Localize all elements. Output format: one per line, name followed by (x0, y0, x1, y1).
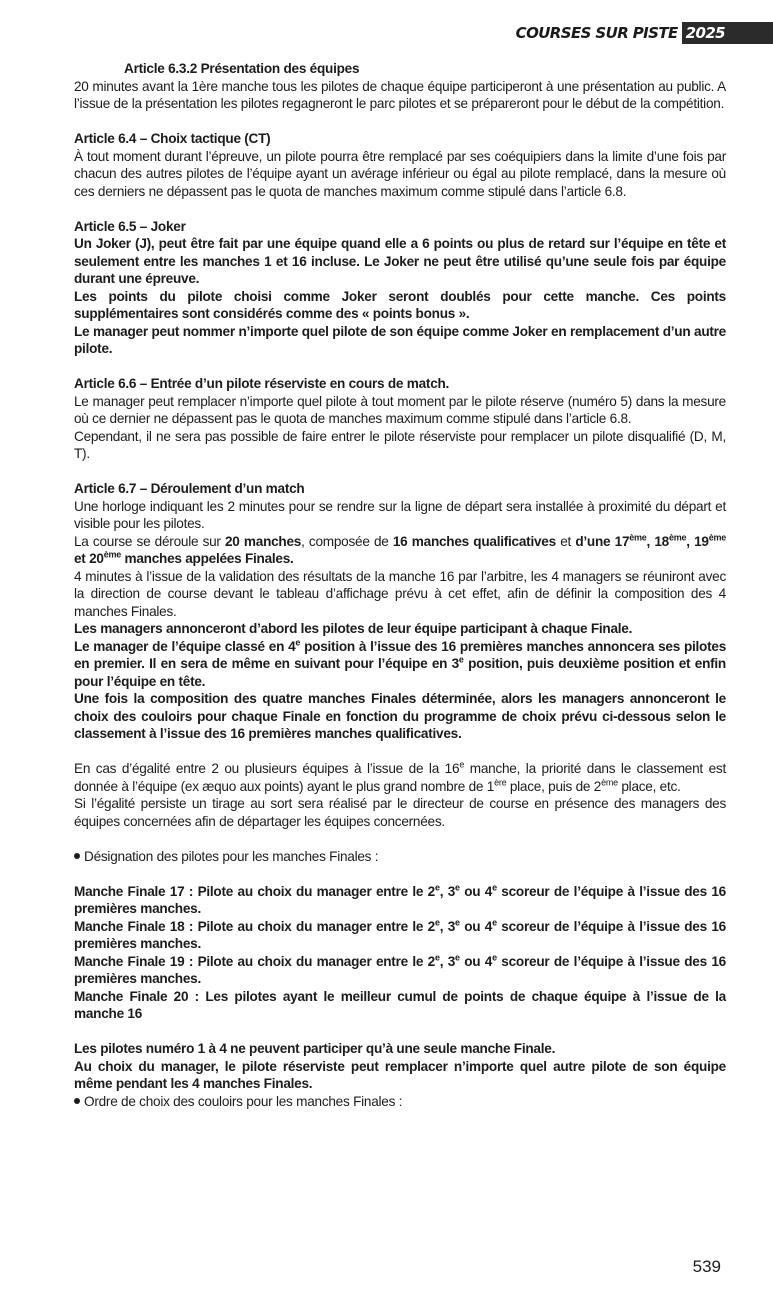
bullet-icon (74, 1098, 80, 1104)
paragraph-6-7-7: En cas d’égalité entre 2 ou plusieurs équipes à l’issue de la 16e manche, la priorité dans le classement est donnée à l’équipe (ex æquo aux points) ayant le plus grand nombre de 1ère place, puis de 2ème place, etc. (74, 759, 726, 794)
final-18: Manche Finale 18 : Pilote au choix du manager entre le 2e, 3e ou 4e scoreur de l’équipe à l’issue des 16 premières manches. (74, 916, 726, 951)
final-19: Manche Finale 19 : Pilote au choix du manager entre le 2e, 3e ou 4e scoreur de l’équipe à l’issue des 16 premières manches. (74, 951, 726, 986)
heading-6-4: Article 6.4 – Choix tactique (CT) (74, 131, 271, 146)
header-year: 2025 (682, 22, 773, 44)
header-title: COURSES SUR PISTE (515, 24, 678, 42)
paragraph-6-7-3: 4 minutes à l’issue de la validation des résultats de la manche 16 par l’arbitre, les 4 managers se réuniront avec la direction de course devant le tableau d’affichage prévu à cet effet, afin de définir la composition des 4 manches Finales. (74, 568, 726, 619)
paragraph-6-7-1: Une horloge indiquant les 2 minutes pour se rendre sur la ligne de départ sera installée à proximité du départ et visible pour les pilotes. (74, 498, 726, 531)
paragraph-6-7-2: La course se déroule sur 20 manches, composée de 16 manches qualificatives et d’une 17ème, 18ème, 19ème et 20ème manches appelées Finales. (74, 531, 726, 566)
paragraph-6-6-2: Cependant, il ne sera pas possible de faire entrer le pilote réserviste pour remplacer un pilote disqualifié (D, M, T). (74, 428, 726, 461)
heading-6-7: Article 6.7 – Déroulement d’un match (74, 481, 305, 496)
bullet-icon (74, 853, 80, 859)
paragraph-6-7-5: Le manager de l’équipe classé en 4e position à l’issue des 16 premières manches annoncera ses pilotes en premier. Il en sera de même en suivant pour l’équipe en 3e position, puis deuxième position et enfin pour l’équipe en tête. (74, 636, 727, 689)
document-body (74, 60, 726, 1110)
heading-6-6: Article 6.6 – Entrée d’un pilote réserviste en cours de match. (74, 376, 450, 391)
page-number: 539 (692, 1257, 721, 1276)
heading-6-5: Article 6.5 – Joker (74, 218, 186, 234)
heading-6-3-2: Article 6.3.2 Présentation des équipes (124, 61, 360, 76)
final-20: Manche Finale 20 : Les pilotes ayant le meilleur cumul de points de chaque équipe à l’issue de la manche 16 (74, 988, 726, 1021)
paragraph-6-3-2: 20 minutes avant la 1ère manche tous les pilotes de chaque équipe participeront à une présentation au public. A l’issue de la présentation les pilotes regagneront le parc pilotes et se prépareront pour le début de la compétition. (74, 78, 726, 111)
paragraph-6-5-1: Un Joker (J), peut être fait par une équipe quand elle a 6 points ou plus de retard sur l’équipe en tête et seulement entre les manches 1 et 16 incluse. Le Joker ne peut être utilisé qu’une seule fois par équipe durant une épreuve. (74, 236, 726, 286)
running-header (516, 22, 773, 44)
paragraph-6-7-9: Les pilotes numéro 1 à 4 ne peuvent participer qu’à une seule manche Finale. (74, 1041, 556, 1056)
paragraph-6-4: À tout moment durant l’épreuve, un pilote pourra être remplacé par ses coéquipiers dans la limite d’une fois par chacun des autres pilotes de l’équipe ayant un avérage inférieur ou égal au pilote remplacé, dans la mesure où ces derniers ne dépassent pas le quota de manches maximum comme stipulé dans l’article 6.8. (74, 148, 726, 199)
paragraph-6-7-10: Au choix du manager, le pilote réserviste peut remplacer n’importe quel autre pilote de son équipe même pendant les 4 manches Finales. (74, 1058, 726, 1091)
paragraph-6-7-8: Si l’égalité persiste un tirage au sort sera réalisé par le directeur de course en présence des managers des équipes concernées afin de départager les équipes concernées. (74, 796, 726, 829)
bullet-lane-order: Ordre de choix des couloirs pour les manches Finales : (74, 1093, 726, 1111)
paragraph-6-7-4: Les managers annonceront d’abord les pilotes de leur équipe participant à chaque Finale. (74, 621, 633, 636)
paragraph-6-6-1: Le manager peut remplacer n’importe quel pilote à tout moment par le pilote réserve (numéro 5) dans la mesure où ce dernier ne dépassent pas le quota de manches maximum comme stipulé dans l’article 6.8. (74, 393, 726, 426)
paragraph-6-5-3: Le manager peut nommer n’importe quel pilote de son équipe comme Joker en remplacement d’un autre pilote. (74, 323, 726, 356)
paragraph-6-5-2: Les points du pilote choisi comme Joker seront doublés pour cette manche. Ces points supplémentaires sont considérés comme des « points bonus ». (74, 288, 726, 321)
final-17: Manche Finale 17 : Pilote au choix du manager entre le 2e, 3e ou 4e scoreur de l’équipe à l’issue des 16 premières manches. (74, 881, 726, 916)
paragraph-6-7-6: Une fois la composition des quatre manches Finales déterminée, alors les managers annonceront le choix des couloirs pour chaque Finale en fonction du programme de choix prévu ci-dessous selon le classement à l’issue des 16 premières manches qualificatives. (74, 691, 726, 741)
bullet-designation: Désignation des pilotes pour les manches Finales : (74, 848, 726, 866)
